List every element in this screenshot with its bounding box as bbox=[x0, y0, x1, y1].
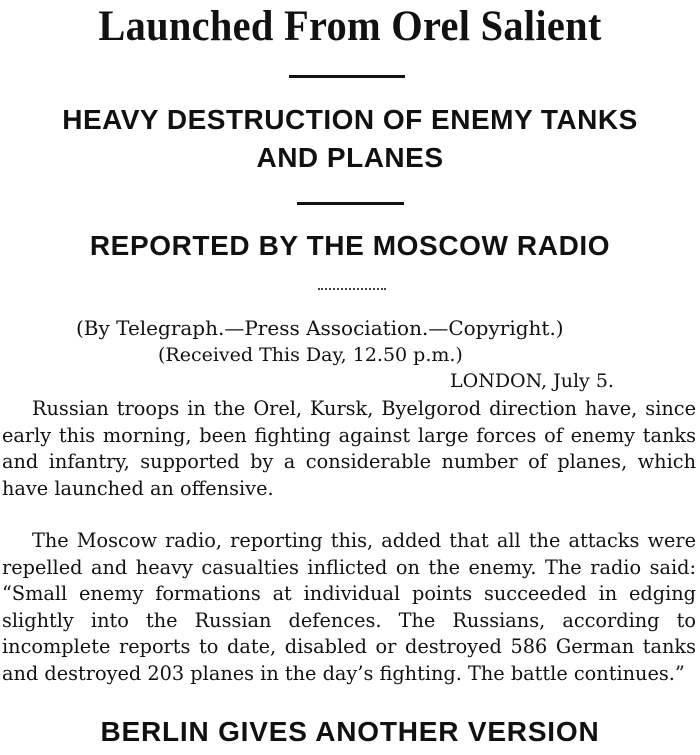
dotted-separator bbox=[318, 288, 386, 290]
body-paragraph: Russian troops in the Orel, Kursk, Byelgorod direction have, since early this morning, been fighting against large forces of enemy tanks and infantry, supported by a considerable number of planes, which have launched an offensive. bbox=[2, 397, 696, 500]
main-headline: Launched From Orel Salient bbox=[98, 3, 602, 50]
wire-credit: (By Telegraph.—Press Association.—Copyright.) bbox=[76, 316, 564, 340]
subheadline-line-2: AND PLANES bbox=[256, 142, 444, 173]
dateline: LONDON, July 5. bbox=[450, 370, 614, 392]
section-subheadline: REPORTED BY THE MOSCOW RADIO bbox=[89, 230, 611, 261]
body-paragraph: The Moscow radio, reporting this, added that all the attacks were repelled and heavy casualties inflicted on the enemy. The radio said: “Small enemy formations at individual points succeeded in edging slightly into the Russian defences. The Russians, according to incomplete reports to date, disabled or destroyed 586 German tanks and destroyed 203 planes in the day’s fighting. The battle continues.” bbox=[2, 529, 696, 685]
separator-rule bbox=[289, 75, 405, 78]
section-subheadline: BERLIN GIVES ANOTHER VERSION bbox=[100, 716, 600, 747]
received-time: (Received This Day, 12.50 p.m.) bbox=[158, 344, 463, 366]
separator-rule bbox=[297, 202, 404, 205]
subheadline-line-1: HEAVY DESTRUCTION OF ENEMY TANKS bbox=[62, 104, 638, 135]
